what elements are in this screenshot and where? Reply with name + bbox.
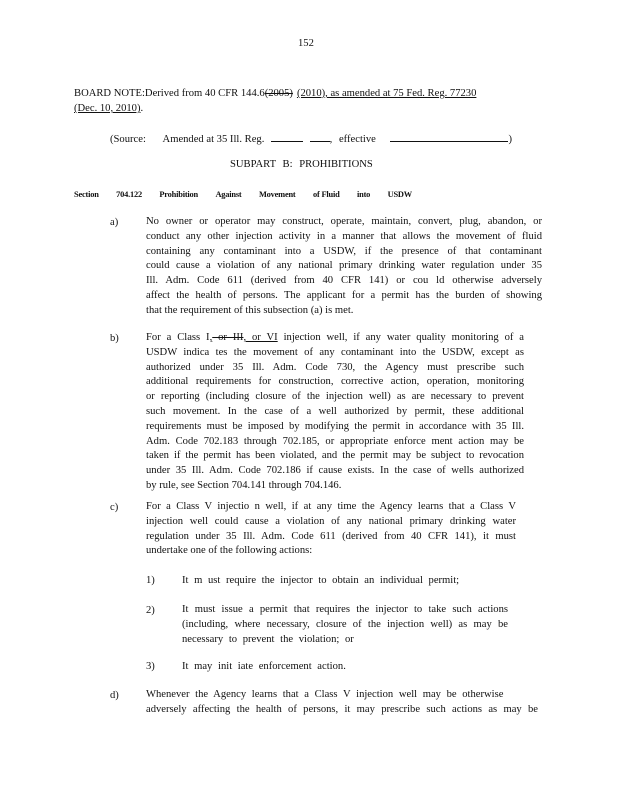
section-heading: Section 704.122 Prohibition Against Movement of Fluid into USDW: [74, 190, 412, 199]
source-line: (Source: Amended at 35 Ill. Reg. , effective ): [110, 130, 512, 147]
item-2: It must issue a permit that requires the injector to take such actions (including, where necessary, closure of the injection well) as may be necessary to prevent the violation; or: [182, 604, 508, 645]
subpart-heading: SUBPART B: PROHIBITIONS: [230, 159, 373, 170]
board-note-inserted: (2010), as amended at 75 Fed. Reg. 77230: [296, 88, 477, 99]
item-1-label: 1): [146, 575, 155, 586]
item-3: It may init iate enforcement action.: [182, 661, 346, 672]
board-note-text: Derived from 40 CFR 144.6: [144, 88, 265, 99]
paragraph-d-label: d): [110, 690, 119, 701]
board-note-date: (Dec. 10, 2010): [74, 103, 141, 114]
item-2-label: 2): [146, 605, 155, 616]
page-number: 152: [298, 38, 314, 49]
board-note-label: BOARD NOTE:: [74, 88, 145, 99]
paragraph-b-label: b): [110, 333, 119, 344]
paragraph-a-label: a): [110, 217, 119, 228]
board-note-struck: (2005): [264, 88, 293, 99]
board-note: BOARD NOTE: Derived from 40 CFR 144.6 (2005) (2010), as amended at 75 Fed. Reg. 77230 (Dec. 10, 2010).: [74, 86, 544, 116]
paragraph-a: No owner or operator may construct, operate, maintain, convert, plug, abandon, or conduct any other injection activity in a manner that allows the movement of fluid containing any contaminant into a USDW, if the presence of that contaminant could cause a violation of any national primary drinking water regulation under 35 Ill. Adm. Code 611 (derived from 40 CFR 141) or cou ld otherwise adversely affect the health of persons. The applicant for a permit has the burden of showing that the requirement of this subsection (a) is met.: [146, 216, 542, 316]
paragraph-d: Whenever the Agency learns that a Class V injection well may be otherwise adversely affecting the health of persons, it may prescribe such actions as may be: [146, 689, 538, 715]
item-1: It m ust require the injector to obtain an individual permit;: [182, 575, 460, 586]
reg-blank-2: [310, 130, 330, 142]
paragraph-c-label: c): [110, 502, 119, 513]
paragraph-c: For a Class V injectio n well, if at any time the Agency learns that a Class V injection well could cause a violation of any national primary drinking water regulation under 35 Ill. Adm. Code 611 (derived from 40 CFR 141), it must undertake one of the following actions:: [146, 501, 516, 557]
item-3-label: 3): [146, 661, 155, 672]
reg-blank-1: [271, 130, 303, 142]
effective-blank: [390, 130, 508, 142]
paragraph-b: For a Class I, or III, or VI injection well, if any water quality monitoring of a USDW indica tes the movement of any contaminant into the USDW, except as authorized under 35 Ill. Adm. Code 730, the Agency must prescribe such additional requirements for construction, corrective action, operation, monitoring or reporting (including closure of the injection well) as are necessary to prevent such movement. In the case of a well authorized by permit, these additional requirements must be imposed by modifying the permit in accordance with 35 Ill. Adm. Code 702.183 through 702.185, or appropriate enforce ment action may be taken if the permit has been violated, and the permit may be subject to revocation under 35 Ill. Adm. Code 702.186 if cause exists. In the case of wells authorized by rule, see Section 704.141 through 704.146.: [146, 332, 524, 491]
